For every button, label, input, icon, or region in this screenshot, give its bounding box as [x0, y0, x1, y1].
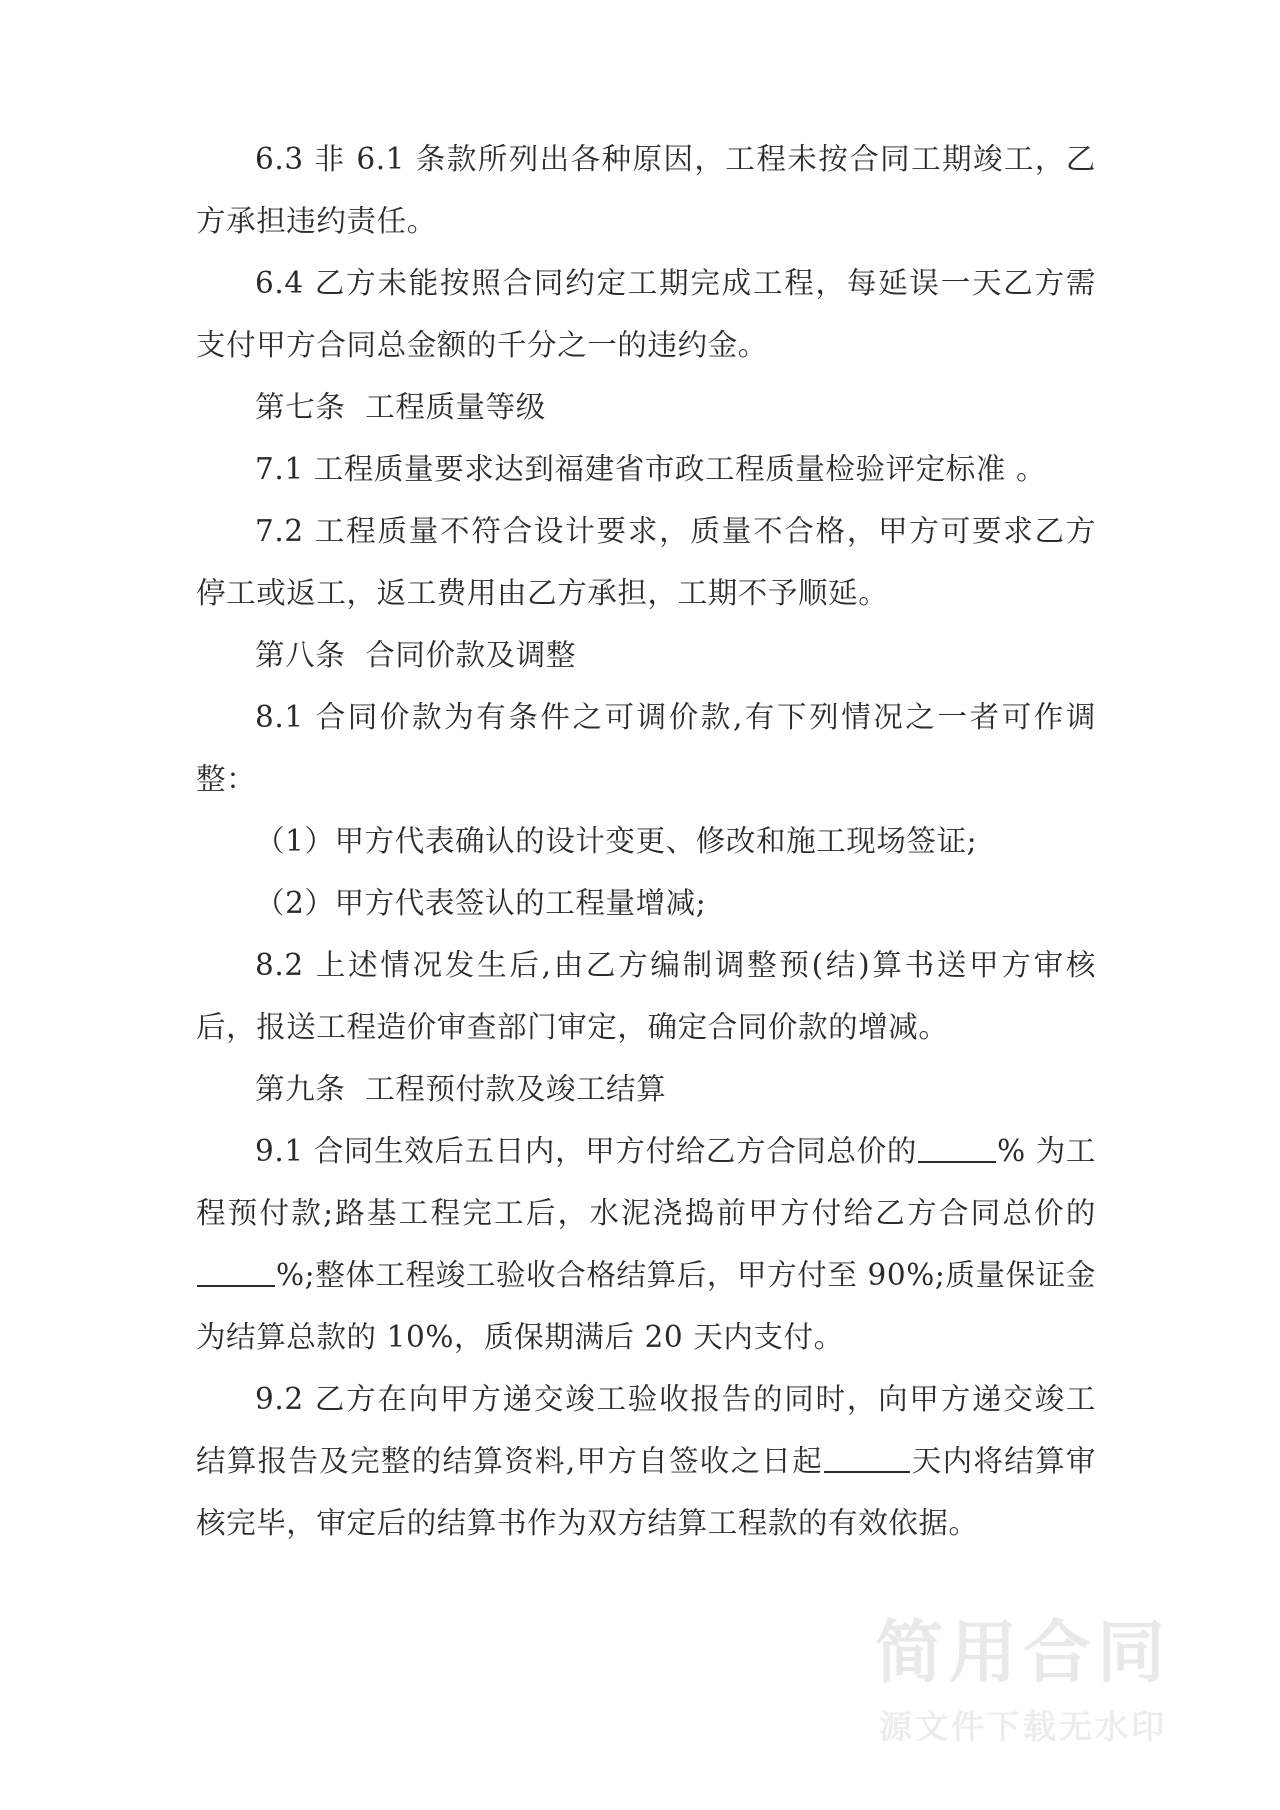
section-heading-8: 第八条 合同价款及调整: [255, 638, 576, 672]
watermark: [788, 1613, 1258, 1748]
watermark-subtitle-text: 源文件下载无水印: [879, 1707, 1167, 1746]
clause-9-2-text-part-2: 天内将结算审核完毕，审定后的结算书作为双方结算工程款的有效依据。: [196, 1444, 1096, 1540]
clause-9-1-text-part-2: % 为工程预付款;路基工程完工后，水泥浇捣前甲方付给乙方合同总价的: [196, 1134, 1096, 1230]
section-heading-7: 第七条 工程质量等级: [255, 390, 546, 424]
clause-8-1-item-1: （1）甲方代表确认的设计变更、修改和施工现场签证;: [255, 824, 978, 858]
document-body: [196, 128, 1096, 1554]
clause-7-2-paragraph: 7.2 工程质量不符合设计要求，质量不合格，甲方可要求乙方停工或返工，返工费用由乙方承担，工期不予顺延。: [196, 514, 1096, 610]
clause-6-4-paragraph: 6.4 乙方未能按照合同约定工期完成工程，每延误一天乙方需支付甲方合同总金额的千分之一的违约金。: [196, 266, 1096, 362]
clause-9-1-text-part-3: %;整体工程竣工验收合格结算后，甲方付至 90%;质量保证金为结算总款的 10%，质保期满后 20 天内支付。: [196, 1258, 1096, 1354]
clause-8-2-paragraph: 8.2 上述情况发生后,由乙方编制调整预(结)算书送甲方审核后，报送工程造价审查部门审定，确定合同价款的增减。: [196, 948, 1096, 1044]
clause-9-2-blank-field-1[interactable]: [824, 1471, 910, 1473]
clause-8-1-paragraph: 8.1 合同价款为有条件之可调价款,有下列情况之一者可作调整：: [196, 700, 1096, 796]
clause-9-1-text-part-1: 9.1 合同生效后五日内，甲方付给乙方合同总价的: [255, 1134, 918, 1168]
clause-9-1-paragraph: [196, 1120, 1096, 1368]
clause-9-2-text-part-1: 9.2 乙方在向甲方递交竣工验收报告的同时，向甲方递交竣工结算报告及完整的结算资料,甲方自签收之日起: [196, 1382, 1096, 1478]
clause-6-3-paragraph: 6.3 非 6.1 条款所列出各种原因，工程未按合同工期竣工，乙方承担违约责任。: [196, 142, 1096, 238]
section-heading-9: 第九条 工程预付款及竣工结算: [255, 1072, 667, 1106]
clause-8-1-item-2: （2）甲方代表签认的工程量增减;: [255, 886, 707, 920]
watermark-brand-text: 简用合同: [874, 1613, 1171, 1693]
clause-7-1-paragraph: 7.1 工程质量要求达到福建省市政工程质量检验评定标准 。: [255, 452, 1047, 486]
clause-9-1-blank-field-1[interactable]: [918, 1161, 996, 1163]
clause-9-1-blank-field-2[interactable]: [197, 1285, 275, 1287]
clause-9-2-paragraph: [196, 1368, 1096, 1554]
